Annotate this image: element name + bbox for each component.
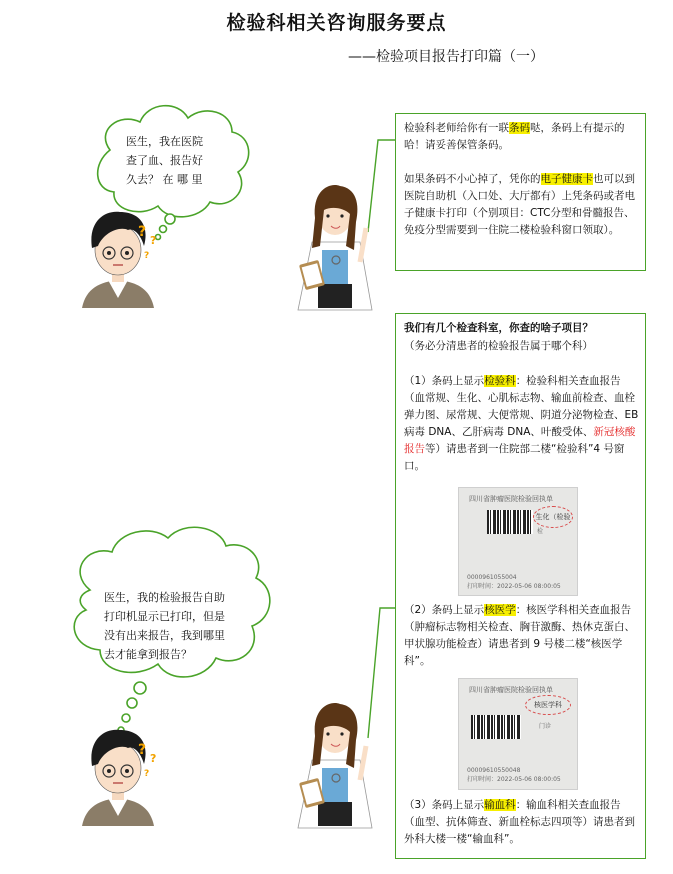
page-title: 检验科相关咨询服务要点 — [226, 12, 447, 34]
svg-text:?: ? — [138, 742, 147, 758]
text-span: ：输血科相关查血报告（血型、抗体筛查、新血栓标志四项等）请患者到外科大楼一楼“输血科”。 — [404, 799, 635, 845]
cloud-1-text — [126, 132, 203, 189]
lab-dept-item — [404, 373, 640, 475]
connector-lines — [368, 140, 395, 738]
text-span: 哒，条码上有提示的哈！请妥善保管条码。 — [404, 122, 625, 151]
highlight-health-card: 电子健康卡 — [540, 173, 593, 185]
cloud-2-line: 去才能拿到报告？ — [104, 648, 192, 661]
blood-transfusion-item — [404, 797, 640, 848]
barcode-paragraph — [404, 120, 637, 154]
text-span: （1）条码上显示 — [404, 375, 485, 387]
health-card-paragraph — [404, 171, 637, 239]
svg-text:?: ? — [150, 752, 157, 765]
svg-text:?: ? — [150, 234, 157, 247]
doctor-illustration-1 — [298, 185, 372, 310]
text-span: 也可以到医院自助机（入口处、大厅都有）上凭条码或者电子健康卡打印（个别项目：CTC分型和骨髓报告、免疫分型需要到一住院二楼检验科窗口领取）。 — [404, 173, 635, 236]
stamp-circle: 核医学科 — [525, 695, 571, 715]
photo-print-time: 打印时间：2022-05-06 08:00:05 — [467, 583, 561, 590]
barcode-image — [487, 510, 533, 534]
departments-heading: 我们有几个检查科室，你查的啥子项目？ — [404, 322, 593, 334]
highlight-lab: 检验科 — [484, 375, 516, 387]
text-span: 如果条码不小心掉了，凭你的 — [404, 173, 541, 185]
highlight-nuclear: 核医学 — [484, 604, 516, 616]
text-span: ：检验科相关查血报告（血常规、生化、心肌标志物、输血前检查、血栓弹力图、尿常规、大便常规、阴道分泌物检查、EB 病毒 DNA、乙肝病毒 DNA、叶酸受体、 — [404, 375, 639, 438]
svg-text:?: ? — [144, 769, 150, 779]
stamp-circle: 生化（检验 — [533, 506, 573, 528]
svg-text:?: ? — [138, 224, 147, 240]
text-span: 检验科老师给你有一联 — [404, 122, 509, 134]
photo-lab-label: 检 — [537, 528, 544, 535]
photo-code: 0000961055004 — [467, 574, 517, 581]
photo-lab-label: 门诊 — [539, 723, 552, 730]
departments-info-box — [395, 313, 646, 859]
cloud-2-line: 没有出来报告，我到哪里 — [104, 629, 225, 642]
covid-report-text: 新冠核酸报告 — [404, 426, 636, 455]
text-span: （3）条码上显示 — [404, 799, 485, 811]
cloud-1-line: 医生，我在医院 — [126, 135, 203, 148]
text-span: ：核医学科相关查血报告（肿瘤标志物相关检查、胸苷激酶、热休克蛋白、甲状腺功能检查）请患者到 9 号楼二楼“核医学科”。 — [404, 604, 635, 667]
highlight-barcode: 条码 — [509, 122, 530, 134]
text-span: （2）条码上显示 — [404, 604, 485, 616]
nuclear-medicine-item — [404, 602, 640, 670]
cloud-2-line: 医生，我的检验报告自助 — [104, 591, 225, 604]
svg-text:?: ? — [144, 251, 150, 261]
barcode-image — [471, 715, 521, 739]
cloud-2-line: 打印机显示已打印，但是 — [104, 610, 225, 623]
highlight-transfusion: 输血科 — [484, 799, 516, 811]
barcode-photo-2 — [458, 678, 578, 790]
cloud-1-line: 久去？ 在 哪 里 — [126, 173, 203, 186]
photo-hospital-name: 四川省肿瘤医院检验回执单 — [469, 495, 553, 503]
cloud-1-line: 查了血、报告好 — [126, 154, 203, 167]
photo-code: 00009610550048 — [467, 767, 521, 774]
photo-print-time: 打印时间：2022-05-06 08:00:05 — [467, 776, 561, 783]
photo-hospital-name: 四川省肿瘤医院检验回执单 — [469, 686, 553, 694]
page-subtitle: ——检验项目报告打印篇（一） — [348, 49, 544, 65]
departments-subheading: （务必分清患者的检验报告属于哪个科） — [404, 340, 593, 352]
cloud-2-text — [104, 588, 225, 664]
doctor-illustration-2 — [298, 703, 372, 828]
text-span: 等）请患者到一住院部二楼“检验科”4 号窗口。 — [404, 443, 625, 472]
barcode-info-box — [395, 113, 646, 271]
barcode-photo-1 — [458, 487, 578, 596]
